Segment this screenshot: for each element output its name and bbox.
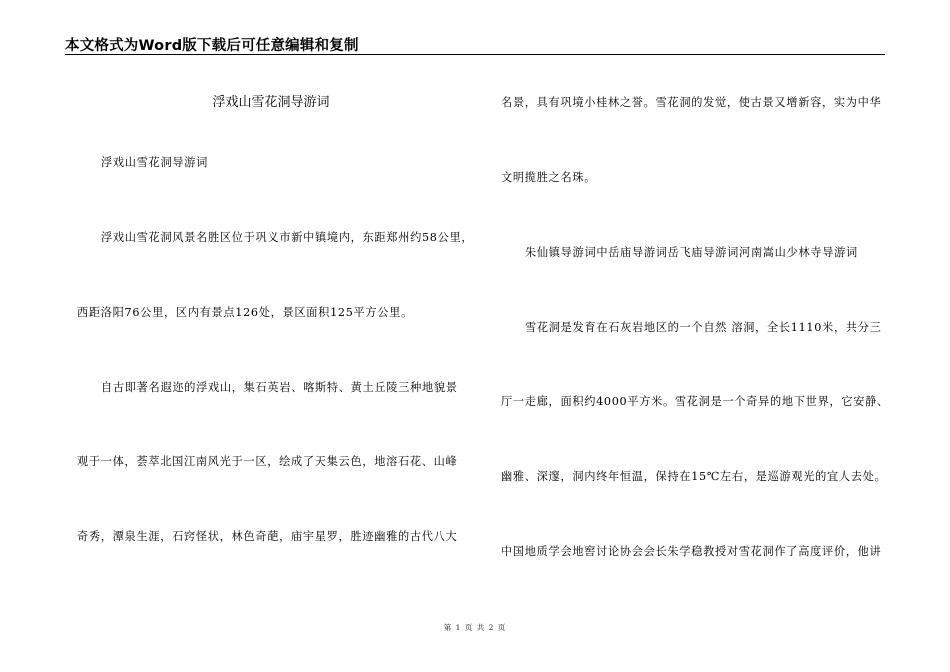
paragraph-line: 浮戏山雪花洞风景名胜区位于巩义市新中镇境内，东距郑州约58公里， (101, 231, 474, 244)
paragraph-line: 文明揽胜之名珠。 (501, 171, 597, 184)
paragraph-line: 奇秀，潭泉生涯，石窍怪状，林色奇葩，庙宇星罗，胜迹幽雅的古代八大 (77, 530, 458, 543)
document-header: 本文格式为Word版下载后可任意编辑和复制 (65, 38, 359, 54)
paragraph-line: 自古即著名遐迩的浮戏山，集石英岩、喀斯特、黄土丘陵三种地貌景 (101, 381, 458, 394)
paragraph-line: 浮戏山雪花洞导游词 (101, 156, 208, 169)
paragraph-line: 幽雅、深邃，洞内终年恒温，保持在15℃左右，是巡游观光的宜人去处。 (501, 470, 887, 483)
paragraph-line: 西距洛阳76公里，区内有景点126处，景区面积125平方公里。 (77, 306, 413, 319)
paragraph-line: 观于一体，荟萃北国江南风光于一区，绘成了天集云色，地溶石花、山峰 (77, 455, 458, 468)
page-number: 第 1 页 共 2 页 (443, 623, 507, 632)
paragraph-line: 朱仙镇导游词中岳庙导游词岳飞庙导游词河南嵩山少林寺导游词 (525, 246, 858, 259)
header-rule (65, 54, 885, 55)
paragraph-line: 雪花洞是发育在石灰岩地区的一个自然 溶洞，全长1110米，共分三 (525, 321, 882, 334)
document-title: 浮戏山雪花洞导游词 (212, 95, 330, 110)
paragraph-line: 厅一走廊，面积约4000平方米。雪花洞是一个奇异的地下世界，它安静、 (501, 395, 889, 408)
paragraph-line: 中国地质学会地窖讨论协会会长朱学稳教授对雪花洞作了高度评价，他讲 (501, 545, 882, 558)
paragraph-line: 名景，具有巩境小桂林之誉。雪花洞的发觉，使古景又增新容，实为中华 (501, 96, 882, 109)
